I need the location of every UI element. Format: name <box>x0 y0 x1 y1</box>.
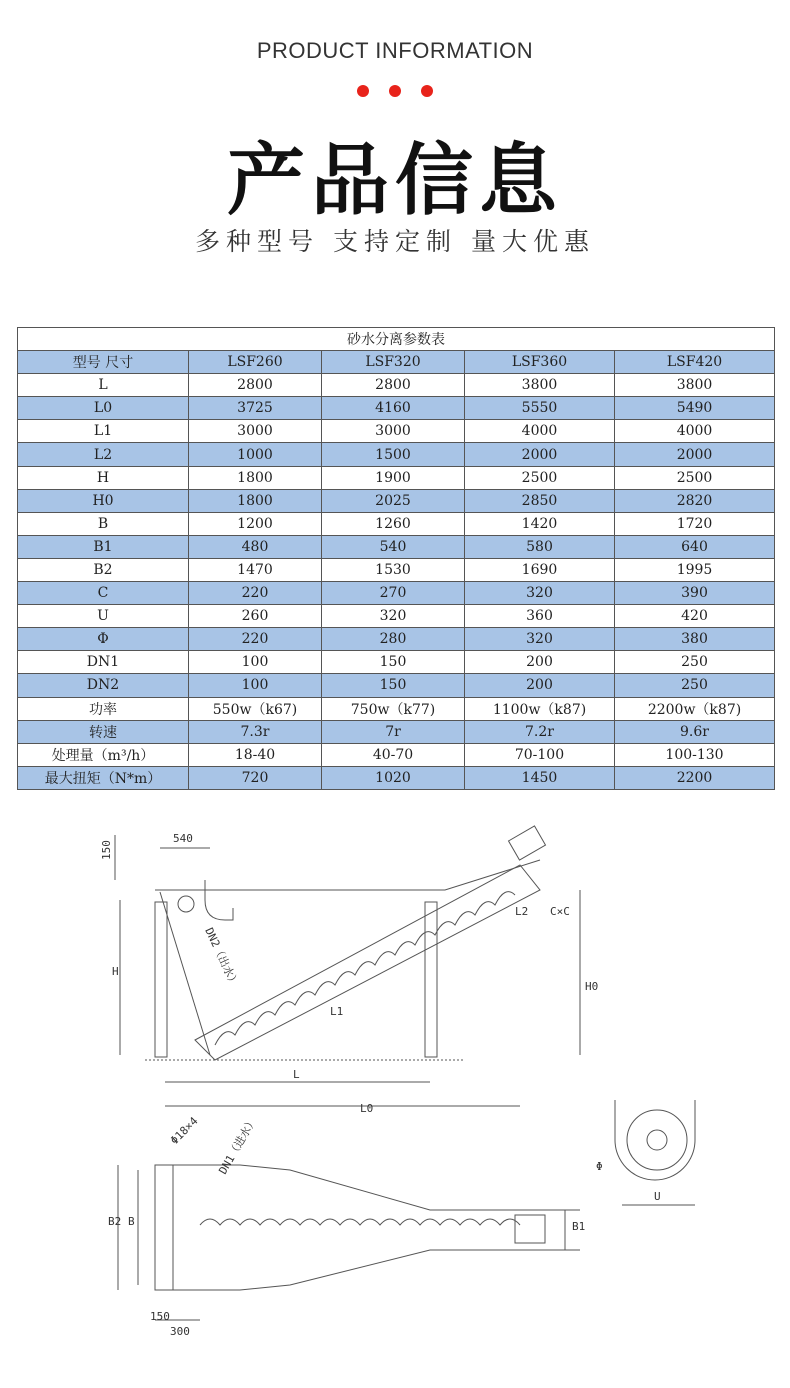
value-cell: 200 <box>465 651 615 674</box>
value-cell: 1100w（k87) <box>465 697 615 720</box>
row-label-cell: L0 <box>18 397 189 420</box>
label-DN2: DN2（出水） <box>202 925 242 990</box>
value-cell: 100 <box>189 651 322 674</box>
row-label-cell: 处理量（m³/h） <box>18 743 189 766</box>
value-cell: 100 <box>189 674 322 697</box>
top-outline-bottom <box>155 1250 580 1290</box>
value-cell: 250 <box>615 674 775 697</box>
value-cell: 3000 <box>322 420 465 443</box>
label-phi18: Φ18×4 <box>167 1114 201 1148</box>
value-cell: 540 <box>322 535 465 558</box>
table-row <box>18 628 775 651</box>
row-label-cell: 最大扭矩（N*m） <box>18 766 189 789</box>
table-row <box>18 443 775 466</box>
value-cell: 250 <box>615 651 775 674</box>
value-cell: 5550 <box>465 397 615 420</box>
technical-drawing <box>0 820 790 1380</box>
table-row <box>18 397 775 420</box>
value-cell: 2850 <box>465 489 615 512</box>
value-cell: 2820 <box>615 489 775 512</box>
value-cell: 1500 <box>322 443 465 466</box>
row-label-cell: L <box>18 374 189 397</box>
value-cell: 2000 <box>465 443 615 466</box>
red-dot-icon <box>389 85 401 97</box>
row-label-cell: B2 <box>18 558 189 581</box>
value-cell: 150 <box>322 674 465 697</box>
left-leg <box>155 902 167 1057</box>
value-cell: 200 <box>465 674 615 697</box>
value-cell: 750w（k77) <box>322 697 465 720</box>
motor-box <box>509 826 546 860</box>
label-L0: L0 <box>360 1102 374 1115</box>
value-cell: 380 <box>615 628 775 651</box>
top-view-motor <box>515 1215 545 1243</box>
right-leg <box>425 902 437 1057</box>
header-title-en: PRODUCT INFORMATION <box>256 38 534 63</box>
value-cell: 480 <box>189 535 322 558</box>
value-cell: 2200 <box>615 766 775 789</box>
value-cell: 100-130 <box>615 743 775 766</box>
label-150: 150 <box>100 840 113 860</box>
table-row <box>18 558 775 581</box>
value-cell: 1020 <box>322 766 465 789</box>
row-label-cell: H0 <box>18 489 189 512</box>
value-cell: 1200 <box>189 512 322 535</box>
value-cell: 360 <box>465 605 615 628</box>
table-row <box>18 743 775 766</box>
header-cell: LSF320 <box>322 351 465 374</box>
value-cell: 640 <box>615 535 775 558</box>
red-dot-icon <box>421 85 433 97</box>
row-label-cell: DN2 <box>18 674 189 697</box>
value-cell: 1530 <box>322 558 465 581</box>
value-cell: 4000 <box>615 420 775 443</box>
value-cell: 1900 <box>322 466 465 489</box>
value-cell: 40-70 <box>322 743 465 766</box>
value-cell: 1800 <box>189 489 322 512</box>
label-phi: Φ <box>596 1160 603 1173</box>
header-cell: LSF420 <box>615 351 775 374</box>
value-cell: 7.2r <box>465 720 615 743</box>
table-title: 砂水分离参数表 <box>18 328 775 351</box>
table-row <box>18 582 775 605</box>
value-cell: 320 <box>465 628 615 651</box>
value-cell: 1800 <box>189 466 322 489</box>
label-CC: C×C <box>550 905 570 918</box>
label-L2: L2 <box>515 905 529 918</box>
label-L: L <box>293 1068 300 1081</box>
outlet-elbow <box>205 880 233 920</box>
value-cell: 1995 <box>615 558 775 581</box>
value-cell: 2025 <box>322 489 465 512</box>
value-cell: 1000 <box>189 443 322 466</box>
outlet-pipe <box>178 896 194 912</box>
header-cell: LSF360 <box>465 351 615 374</box>
table-row <box>18 674 775 697</box>
label-300: 300 <box>170 1325 190 1338</box>
section-shaft <box>647 1130 667 1150</box>
value-cell: 420 <box>615 605 775 628</box>
header-title-cn: 产品信息 <box>226 136 563 226</box>
value-cell: 260 <box>189 605 322 628</box>
table-row <box>18 535 775 558</box>
value-cell: 7.3r <box>189 720 322 743</box>
value-cell: 1450 <box>465 766 615 789</box>
row-label-cell: C <box>18 582 189 605</box>
value-cell: 3800 <box>615 374 775 397</box>
table-title-row <box>18 328 775 351</box>
value-cell: 550w（k67) <box>189 697 322 720</box>
value-cell: 2200w（k87) <box>615 697 775 720</box>
value-cell: 2500 <box>615 466 775 489</box>
value-cell: 1720 <box>615 512 775 535</box>
value-cell: 4000 <box>465 420 615 443</box>
value-cell: 1690 <box>465 558 615 581</box>
screw-spiral <box>215 892 515 1045</box>
value-cell: 2000 <box>615 443 775 466</box>
row-label-cell: DN1 <box>18 651 189 674</box>
label-150b: 150 <box>150 1310 170 1323</box>
header-cell: LSF260 <box>189 351 322 374</box>
top-view-flange <box>155 1165 173 1290</box>
value-cell: 18-40 <box>189 743 322 766</box>
value-cell: 2800 <box>322 374 465 397</box>
value-cell: 220 <box>189 582 322 605</box>
label-DN1: DN1（进水） <box>216 1114 260 1177</box>
parameter-table <box>17 327 775 790</box>
value-cell: 7r <box>322 720 465 743</box>
label-B2: B2 <box>108 1215 122 1228</box>
value-cell: 4160 <box>322 397 465 420</box>
table-row <box>18 766 775 789</box>
value-cell: 580 <box>465 535 615 558</box>
value-cell: 3725 <box>189 397 322 420</box>
parameter-table-body <box>18 328 775 790</box>
label-540: 540 <box>173 832 193 845</box>
value-cell: 320 <box>465 582 615 605</box>
row-label-cell: 功率 <box>18 697 189 720</box>
row-label-cell: Φ <box>18 628 189 651</box>
value-cell: 3000 <box>189 420 322 443</box>
screw-trough <box>195 865 540 1060</box>
value-cell: 1420 <box>465 512 615 535</box>
value-cell: 3800 <box>465 374 615 397</box>
row-label-cell: B1 <box>18 535 189 558</box>
row-label-cell: B <box>18 512 189 535</box>
value-cell: 9.6r <box>615 720 775 743</box>
value-cell: 220 <box>189 628 322 651</box>
value-cell: 2800 <box>189 374 322 397</box>
table-row <box>18 720 775 743</box>
row-label-cell: 转速 <box>18 720 189 743</box>
value-cell: 320 <box>322 605 465 628</box>
table-row <box>18 605 775 628</box>
table-header-row <box>18 351 775 374</box>
table-row <box>18 489 775 512</box>
decorative-dots <box>0 85 790 97</box>
row-label-cell: U <box>18 605 189 628</box>
value-cell: 720 <box>189 766 322 789</box>
label-L1: L1 <box>330 1005 344 1018</box>
header-subtitle: 多种型号 支持定制 量大优惠 <box>195 227 595 256</box>
row-label-cell: L2 <box>18 443 189 466</box>
label-B: B <box>128 1215 135 1228</box>
value-cell: 390 <box>615 582 775 605</box>
value-cell: 280 <box>322 628 465 651</box>
label-U: U <box>654 1190 661 1203</box>
table-row <box>18 466 775 489</box>
value-cell: 5490 <box>615 397 775 420</box>
value-cell: 1260 <box>322 512 465 535</box>
table-row <box>18 651 775 674</box>
table-row <box>18 420 775 443</box>
table-row <box>18 374 775 397</box>
value-cell: 70-100 <box>465 743 615 766</box>
value-cell: 150 <box>322 651 465 674</box>
label-B1: B1 <box>572 1220 586 1233</box>
drawing-svg <box>0 820 790 1380</box>
table-row <box>18 697 775 720</box>
top-view-screw <box>200 1219 520 1225</box>
row-label-cell: L1 <box>18 420 189 443</box>
value-cell: 1470 <box>189 558 322 581</box>
value-cell: 270 <box>322 582 465 605</box>
label-H: H <box>112 965 119 978</box>
red-dot-icon <box>357 85 369 97</box>
value-cell: 2500 <box>465 466 615 489</box>
table-row <box>18 512 775 535</box>
section-screw-circle <box>627 1110 687 1170</box>
header-cell: 型号 尺寸 <box>18 351 189 374</box>
label-H0: H0 <box>585 980 599 993</box>
row-label-cell: H <box>18 466 189 489</box>
